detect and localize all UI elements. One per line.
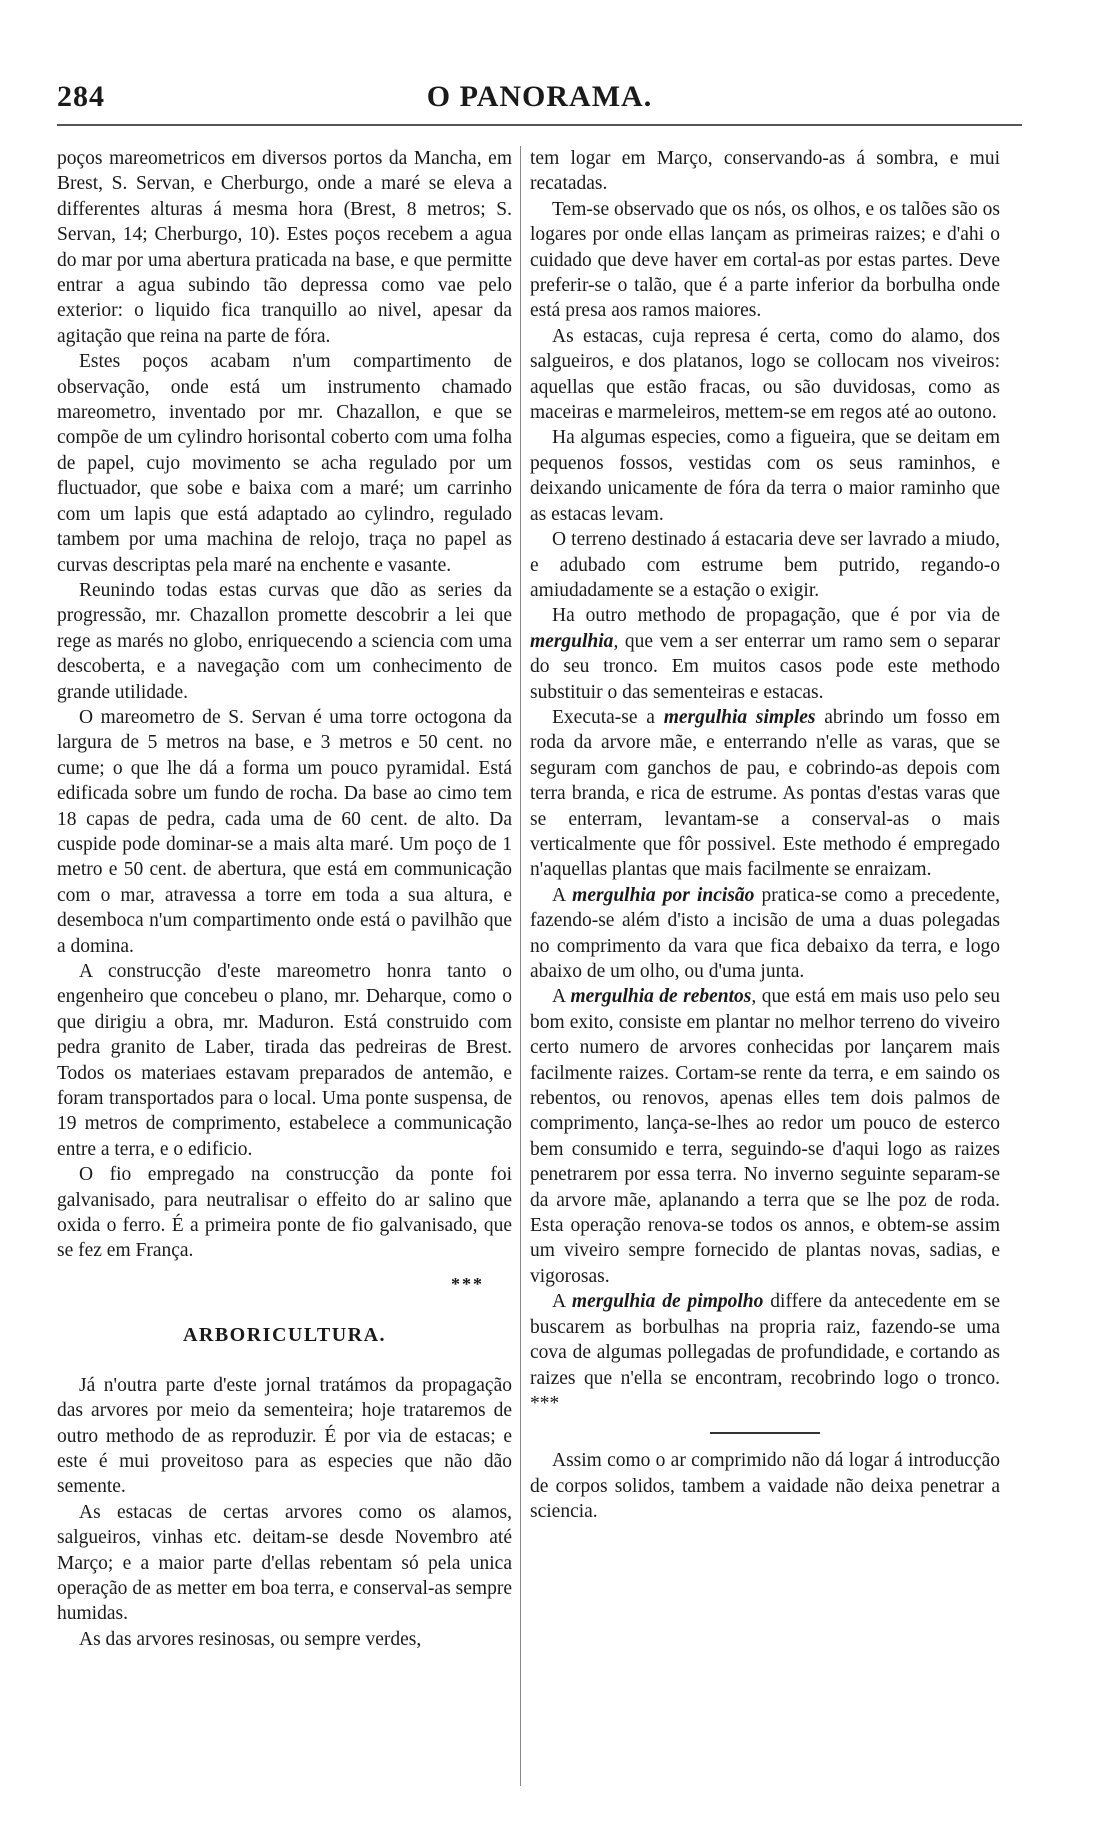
italic-term: mergulhia por incisão bbox=[572, 884, 755, 906]
paragraph: A construcção d'este mareometro honra tanto o engenheiro que concebeu o plano, mr. Deharque, como o que dirigiu a obra, mr. Maduron. Está construido com pedra granito de Laber, tirada das pedreiras de Brest. Todos os materiaes estavam preparados de antemão, e foram transportados para o local. Uma ponte suspensa, de 19 metros de comprimento, estabelece a communicação entre a terra, e o edificio. bbox=[57, 961, 512, 1160]
text-run: , que vem a ser enterrar um ramo sem o separar do seu tronco. Em muitos casos pode este methodo substituir o das sementeiras e estacas. bbox=[530, 630, 1000, 703]
italic-term: mergulhia de rebentos bbox=[570, 986, 752, 1008]
paragraph: As das arvores resinosas, ou sempre verdes, bbox=[79, 1628, 422, 1650]
paragraph: Reunindo todas estas curvas que dão as series da progressão, mr. Chazallon promette descobrir a lei que rege as marés no globo, enriquecendo a sciencia com uma descoberta, e a navegação com um conhecimento de grande utilidade. bbox=[57, 579, 512, 703]
text-run: A bbox=[552, 986, 571, 1008]
section-title: ARBORICULTURA. bbox=[182, 1324, 387, 1347]
paragraph: Tem-se observado que os nós, os olhos, e os talões são os logares por onde ellas lançam as primeiras raizes; e d'ahi o cuidado que deve haver em cortal-as por estas partes. Deve preferir-se o talão, que é a parte inferior da borbulha onde está presa aos ramos maiores. bbox=[530, 198, 1000, 322]
text-run: Executa-se a bbox=[552, 706, 664, 728]
italic-term: mergulhia de pimpolho bbox=[571, 1291, 764, 1313]
paragraph bbox=[530, 705, 1000, 883]
text-run: Ha outro methodo de propagação, que é por via de bbox=[552, 605, 1000, 627]
text-run: A bbox=[552, 1291, 572, 1313]
text-run: abrindo um fosso em roda da arvore mãe, e enterrando n'elle as varas, que se seguram com ganchos de pau, e cobrindo-as depois com terra branda, e rica de estrume. As pontas d'estas varas que se enterram, levantam-se a conserval-as o mais verticalmente que fôr possivel. Este methodo é empregado n'aquellas plantas que mais facilmente se enraizam. bbox=[530, 706, 1000, 881]
paragraph: As estacas, cuja represa é certa, como do alamo, dos salgueiros, e dos platanos, logo se collocam nos viveiros: aquellas que estão fracas, ou são duvidosas, como as maceiras e marmeleiros, mettem-se em regos até ao outono. bbox=[530, 325, 1000, 424]
text-run: pratica-se como a precedente, fazendo-se além d'isto a incisão de uma a duas polegadas no comprimento da vara que fica debaixo da terra, e logo abaixo de um olho, ou d'uma junta. bbox=[530, 884, 1001, 982]
page-number: 284 bbox=[57, 80, 105, 113]
paragraph bbox=[530, 1289, 1000, 1416]
paragraph: Estes poços acabam n'um compartimento de observação, onde está um instrumento chamado mareometro, inventado por mr. Chazallon, e que se compõe de um cylindro horisontal coberto com uma folha de papel, cujo movimento se acha regulado por um fluctuador, que sobe e baixa com a maré; um carrinho com um lapis que está adaptado ao cylindro, regulado tambem por uma machina de relojo, traça no papel as curvas descriptas pela maré na enchente e vasante. bbox=[57, 351, 512, 576]
paragraph bbox=[530, 603, 1000, 705]
section-separator-stars: *** bbox=[451, 1273, 484, 1294]
paragraph: O fio empregado na construcção da ponte foi galvanisado, para neutralisar o effeito do ar salino que oxida o ferro. É a primeira ponte de fio galvanisado, que se fez em França. bbox=[57, 1164, 512, 1262]
italic-term: mergulhia simples bbox=[663, 706, 816, 728]
column-divider bbox=[520, 146, 521, 1786]
text-run: A bbox=[552, 884, 573, 906]
text-run: , que está em mais uso pelo seu bom exito, consiste em plantar no melhor terreno do viveiro certo numero de arvores conhecidas por lançarem mais facilmente raizes. Cortam-se rente da terra, e em saindo os rebentos, ou renovos, apenas elles tem dois palmos de comprimento, lança-se-lhes ao redor um pouco de esterco bem consumido e terra, seguindo-se d'aqui logo as raizes penetrarem por essa terra. No inverno seguinte separam-se da arvore mãe, aplanando a terra que se lhe poz de roda. Esta operação renova-se todos os annos, e obtem-se assim um viveiro sempre fornecido de plantas novas, sadias, e vigorosas. bbox=[530, 986, 1001, 1287]
italic-term: mergulhia bbox=[530, 630, 614, 652]
right-column bbox=[530, 146, 1000, 1525]
short-rule bbox=[710, 1432, 820, 1434]
running-title: O PANORAMA. bbox=[426, 80, 653, 113]
paragraph: Assim como o ar comprimido não dá logar á introducção de corpos solidos, tambem a vaidade não deixa penetrar a sciencia. bbox=[530, 1450, 1000, 1523]
paragraph bbox=[530, 984, 1000, 1289]
paragraph: poços mareometricos em diversos portos da Mancha, em Brest, S. Servan, e Cherburgo, onde a maré se eleva a differentes alturas á mesma hora (Brest, 8 metros; S. Servan, 14; Cherburgo, 10). Estes poços recebem a agua do mar por uma abertura praticada na base, e que permitte entrar a agua subindo tão depressa como vae pelo exterior: o liquido fica tranquillo ao nivel, apesar da agitação que reina na parte de fóra. bbox=[57, 148, 512, 347]
paragraph: O mareometro de S. Servan é uma torre octogona da largura de 5 metros na base, e 3 metros e 50 cent. no cume; o que lhe dá a forma um pouco pyramidal. Está edificada sobre um fundo de rocha. Da base ao cimo tem 18 capas de pedra, cada uma de 60 cent. de alto. Da cuspide pode dominar-se a mais alta maré. Um poço de 1 metro e 50 cent. de abertura, que está em communicação com o mar, atravessa a torre em toda a sua altura, e desemboca n'um compartimento onde está o pavilhão que a domina. bbox=[57, 706, 512, 957]
paragraph: O terreno destinado á estacaria deve ser lavrado a miudo, e adubado com estrume bem putrido, regando-o amiudadamente se a estação o exigir. bbox=[530, 529, 1000, 601]
paragraph: Ha algumas especies, como a figueira, que se deitam em pequenos fossos, vestidas com os seus raminhos, e deixando unicamente de fóra da terra o maior raminho que as estacas levam. bbox=[530, 427, 1000, 525]
paragraph bbox=[530, 883, 1000, 985]
header-rule bbox=[57, 124, 1022, 126]
text-run: differe da antecedente em se buscarem as borbulhas na propria raiz, fazendo-se uma cova de algumas pollegadas de profundidade, e cortando as raizes que n'ella se encontram, recobrindo logo o tronco. bbox=[530, 1291, 1000, 1389]
left-column bbox=[57, 146, 512, 1652]
paragraph: tem logar em Março, conservando-as á sombra, e mui recatadas. bbox=[530, 148, 1000, 195]
page-header bbox=[57, 74, 1022, 120]
paragraph: Já n'outra parte d'este jornal tratámos da propagação das arvores por meio da sementeira; hoje trataremos de outro methodo de as reproduzir. É por via de estacas; e este é mui proveitoso para as especies que não dão semente. bbox=[57, 1374, 512, 1498]
separator-stars: *** bbox=[530, 1392, 560, 1414]
paragraph: As estacas de certas arvores como os alamos, salgueiros, vinhas etc. deitam-se desde Novembro até Março; e a maior parte d'ellas rebentam só pela unica operação de as metter em boa terra, e conserval-as sempre humidas. bbox=[57, 1501, 512, 1625]
